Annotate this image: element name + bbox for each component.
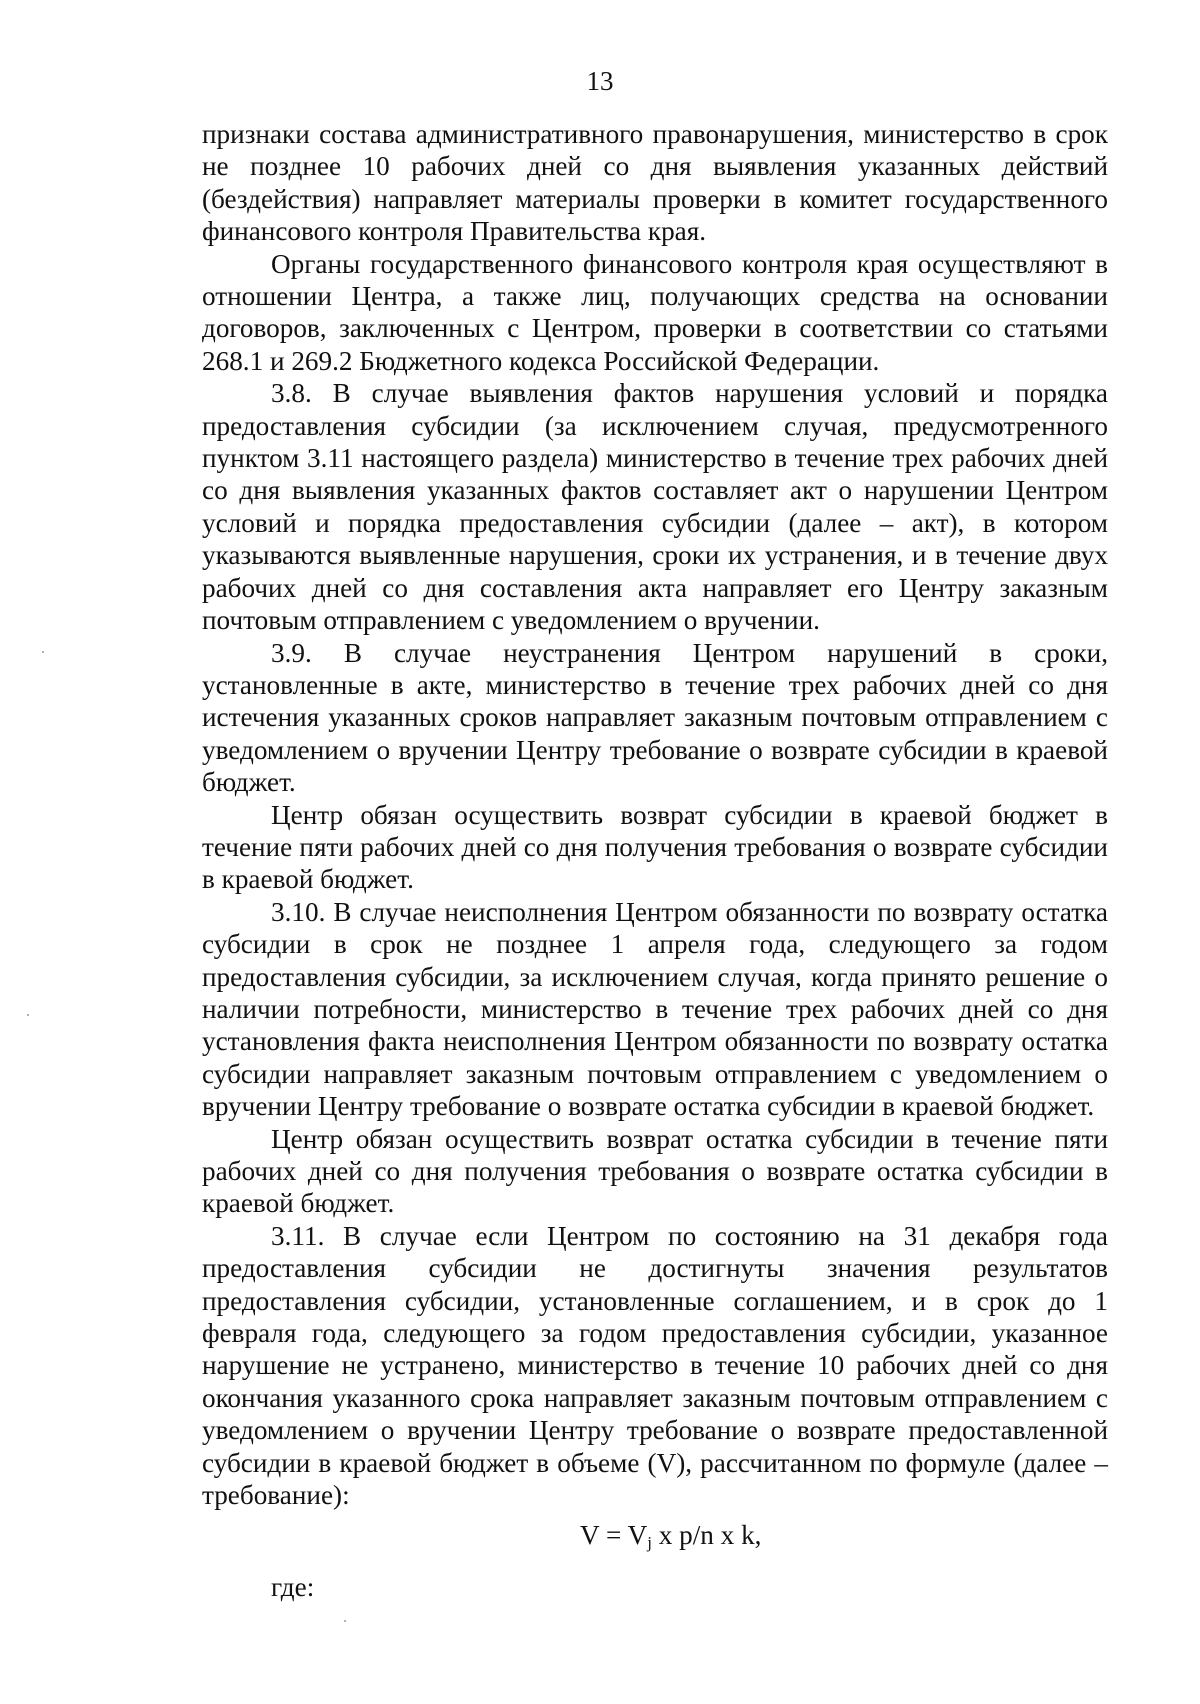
formula-lhs: V = V [580, 1520, 648, 1551]
scan-speck [42, 651, 44, 653]
paragraph-return-subsidy: Центр обязан осуществить возврат субсидии в краевой бюджет в течение пяти рабочих дней со дня получения требования о возврате субсидии в краевой бюджет. [202, 799, 1108, 895]
page-number: 13 [586, 66, 614, 96]
paragraph-3-11: 3.11. В случае если Центром по состоянию на 31 декабря года предоставления субсидии не достигнуты значения результатов предоставления субсидии, установленные соглашением, и в срок до 1 февраля года, следующего за годом предоставления субсидии, указанное нарушение не устранено, министерство в течение 10 рабочих дней со дня окончания указанного срока направляет заказным почтовым отправлением с уведомлением о вручении Центру требование о возврате предоставленной субсидии в краевой бюджет в объеме (V), рассчитанном по формуле (далее – требование): [202, 1220, 1108, 1511]
document-body [202, 118, 1108, 1603]
formula-subscript: j [647, 1533, 652, 1553]
paragraph-financial-control: Органы государственного финансового контроля края осуществляют в отношении Центра, а также лиц, получающих средства на основании договоров, заключенных с Центром, проверки в соответствии со статьями 268.1 и 269.2 Бюджетного кодекса Российской Федерации. [202, 248, 1108, 376]
paragraph-3-9: 3.9. В случае неустранения Центром нарушений в сроки, установленные в акте, министерство в течение трех рабочих дней со дня истечения указанных сроков направляет заказным почтовым отправлением с уведомлением о вручении Центру требование о возврате субсидии в краевой бюджет. [202, 637, 1108, 798]
paragraph-return-remainder: Центр обязан осуществить возврат остатка субсидии в течение пяти рабочих дней со дня получения требования о возврате остатка субсидии в краевой бюджет. [202, 1123, 1108, 1219]
paragraph-3-10: 3.10. В случае неисполнения Центром обязанности по возврату остатка субсидии в срок не позднее 1 апреля года, следующего за годом предоставления субсидии, за исключением случая, когда принято решение о наличии потребности, министерство в течение трех рабочих дней со дня установления факта неисполнения Центром обязанности по возврату остатка субсидии направляет заказным почтовым отправлением с уведомлением о вручении Центру требование о возврате остатка субсидии в краевой бюджет. [202, 896, 1108, 1122]
formula-rhs: x p/n x k, [651, 1520, 762, 1551]
paragraph-3-8: 3.8. В случае выявления фактов нарушения условий и порядка предоставления субсидии (за исключением случая, предусмотренного пунктом 3.11 настоящего раздела) министерство в течение трех рабочих дней со дня выявления указанных фактов составляет акт о нарушении Центром условий и порядка предоставления субсидии (далее – акт), в котором указываются выявленные нарушения, сроки их устранения, и в течение двух рабочих дней со дня составления акта направляет его Центру заказным почтовым отправлением с уведомлением о вручении. [202, 378, 1108, 636]
scan-speck [344, 1620, 346, 1622]
scan-speck [27, 1014, 29, 1016]
where-label: где: [271, 1572, 315, 1603]
paragraph-continuation: признаки состава административного правонарушения, министерство в срок не позднее 10 рабочих дней со дня выявления указанных действий (бездействия) направляет материалы проверки в комитет государственного финансового контроля Правительства края. [202, 119, 1108, 247]
return-volume-formula [202, 1515, 1108, 1555]
